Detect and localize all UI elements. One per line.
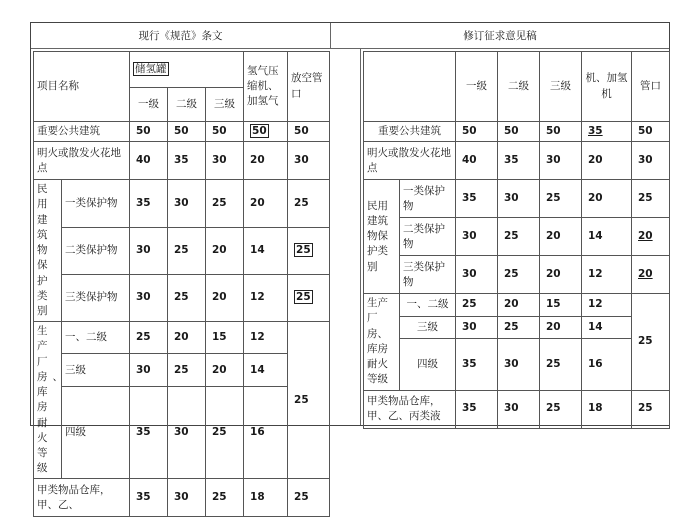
table-row: 重要公共建筑 50 50 50 50 50 xyxy=(34,122,330,142)
storage-header: 储氢罐 xyxy=(130,52,244,88)
grade-1-header: 一级 xyxy=(456,52,498,122)
table-row: 四级 35 30 25 16 xyxy=(364,339,670,390)
table-row: 三级 30 25 20 14 xyxy=(34,354,330,386)
grade-2-header: 二级 xyxy=(168,88,206,122)
table-row: 三类保护物 30 25 20 12 25 xyxy=(34,274,330,321)
table-row: 民用建筑物保护类别 一类保护物 35 30 25 20 25 xyxy=(364,180,670,218)
grade-1-header: 一级 xyxy=(130,88,168,122)
table-row: 三类保护物 30 25 20 12 20 xyxy=(364,256,670,294)
table-row: 四级 35 30 25 16 xyxy=(34,386,330,479)
compressor-header: 机、加氢机 xyxy=(582,52,632,122)
grade-3-header: 三级 xyxy=(206,88,244,122)
revision-draft-table xyxy=(363,51,670,429)
vent-header: 管口 xyxy=(632,52,670,122)
item-name-header: 项目名称 xyxy=(34,52,130,122)
table-row: 民用建筑物保护类别 一类保护物 35 30 25 20 25 xyxy=(34,180,330,227)
table-row: 生产厂房、库房耐火等级 一、二级 25 20 15 12 25 xyxy=(364,294,670,317)
table-row: 甲类物品仓库，甲、乙、 35 30 25 18 25 xyxy=(34,479,330,517)
item-name-header xyxy=(364,52,456,122)
comparison-table-frame xyxy=(30,22,670,511)
table-row: 重要公共建筑 50 50 50 35 50 xyxy=(364,122,670,142)
vent-header: 放空管口 xyxy=(288,52,330,122)
right-caption: 修订征求意见稿 xyxy=(331,23,669,49)
grade-3-header: 三级 xyxy=(540,52,582,122)
table-row: 明火或散发火花地点 40 35 30 20 30 xyxy=(34,142,330,180)
compressor-header: 氢气压缩机、加氢气 xyxy=(244,52,288,122)
table-row: 甲类物品仓库，甲、乙、丙类液 35 30 25 18 25 xyxy=(364,390,670,428)
current-code-table xyxy=(33,51,330,517)
table-row: 二类保护物 30 25 20 14 20 xyxy=(364,218,670,256)
table-row: 生产厂房、库房耐火等级 一、二级 25 20 15 12 25 xyxy=(34,322,330,354)
table-row: 二类保护物 30 25 20 14 25 xyxy=(34,227,330,274)
table-row: 明火或散发火花地点 40 35 30 20 30 xyxy=(364,142,670,180)
grade-2-header: 二级 xyxy=(498,52,540,122)
table-gutter xyxy=(331,49,361,425)
left-caption: 现行《规范》条文 xyxy=(31,23,331,49)
table-row: 三级 30 25 20 14 xyxy=(364,316,670,339)
